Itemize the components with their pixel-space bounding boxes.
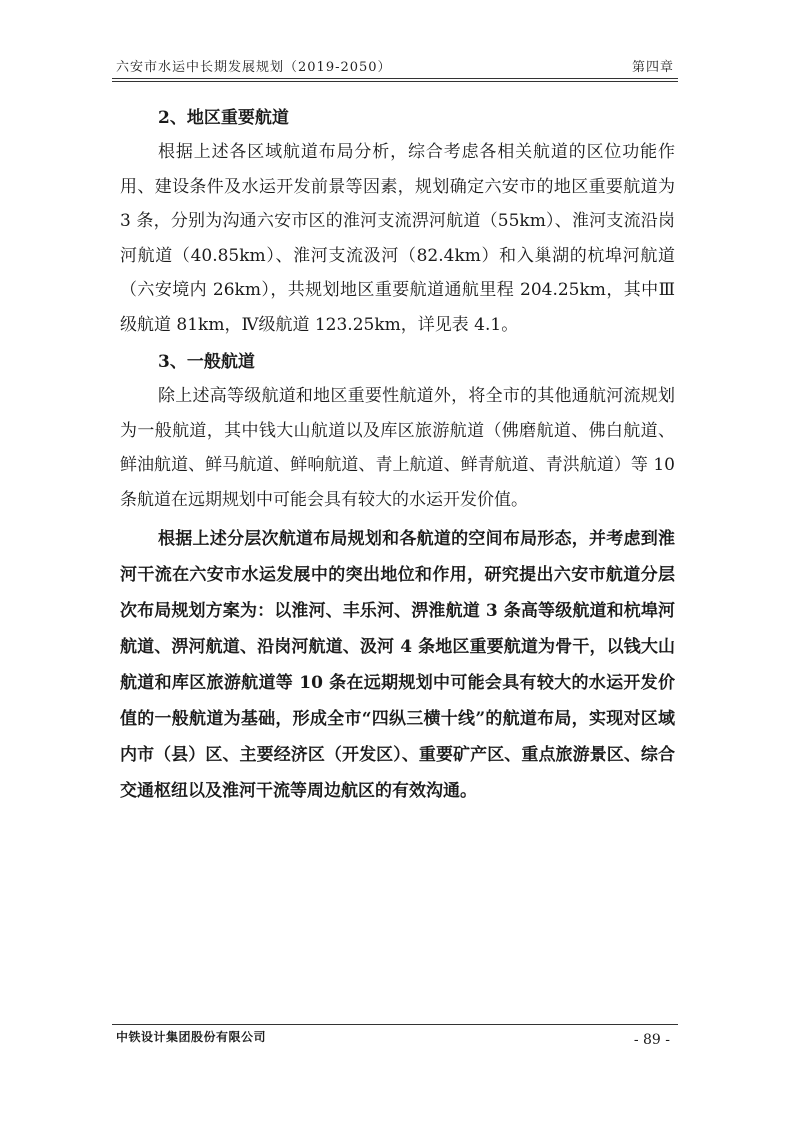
chapter-label: 第四章 [631,60,674,75]
document-title: 六安市水运中长期发展规划（2019-2050） [116,60,392,75]
header-divider-secondary [112,81,678,82]
footer-divider [112,1024,678,1025]
section-heading-general-waterways: 3、一般航道 [158,352,255,372]
page-body [120,102,675,809]
page-number: - 89 - [633,1032,670,1048]
company-name: 中铁设计集团股份有限公司 [116,1030,267,1044]
page-header [112,54,678,76]
section-paragraph-general-waterways: 除上述高等级航道和地区重要性航道外，将全市的其他通航河流规划为一般航道，其中钱大山航道以及库区旅游航道（佛磨航道、佛白航道、鲜油航道、鲜马航道、鲜响航道、青上航道、鲜青航道、青洪航道）等 10 条航道在远期规划中可能会具有较大的水运开发价值。 [120,386,675,510]
section-paragraph-regional-waterways: 根据上述各区域航道布局分析，综合考虑各相关航道的区位功能作用、建设条件及水运开发前景等因素，规划确定六安市的地区重要航道为 3 条，分别为沟通六安市区的淮河支流淠河航道（55km）、淮河支流沿岗河航道（40.85km）、淮河支流汲河（82.4km）和入巢湖的杭埠河航道（六安境内 26km），共规划地区重要航道通航里程 204.25km，其中Ⅲ级航道 81km，Ⅳ级航道 123.25km，详见表 4.1。 [120,142,675,335]
conclusion-paragraph: 根据上述分层次航道布局规划和各航道的空间布局形态，并考虑到淮河干流在六安市水运发展中的突出地位和作用，研究提出六安市航道分层次布局规划方案为：以淮河、丰乐河、淠淮航道 3 条高等级航道和杭埠河航道、淠河航道、沿岗河航道、汲河 4 条地区重要航道为骨干，以钱大山航道和库区旅游航道等 10 条在远期规划中可能会具有较大的水运开发价值的一般航道为基础，形成全市“四纵三横十线”的航道布局，实现对区域内市（县）区、主要经济区（开发区）、重要矿产区、重点旅游景区、综合交通枢纽以及淮河干流等周边航区的有效沟通。 [120,529,675,801]
section-heading-regional-waterways: 2、地区重要航道 [158,108,289,128]
page-footer [112,1027,678,1049]
header-divider [112,78,678,79]
